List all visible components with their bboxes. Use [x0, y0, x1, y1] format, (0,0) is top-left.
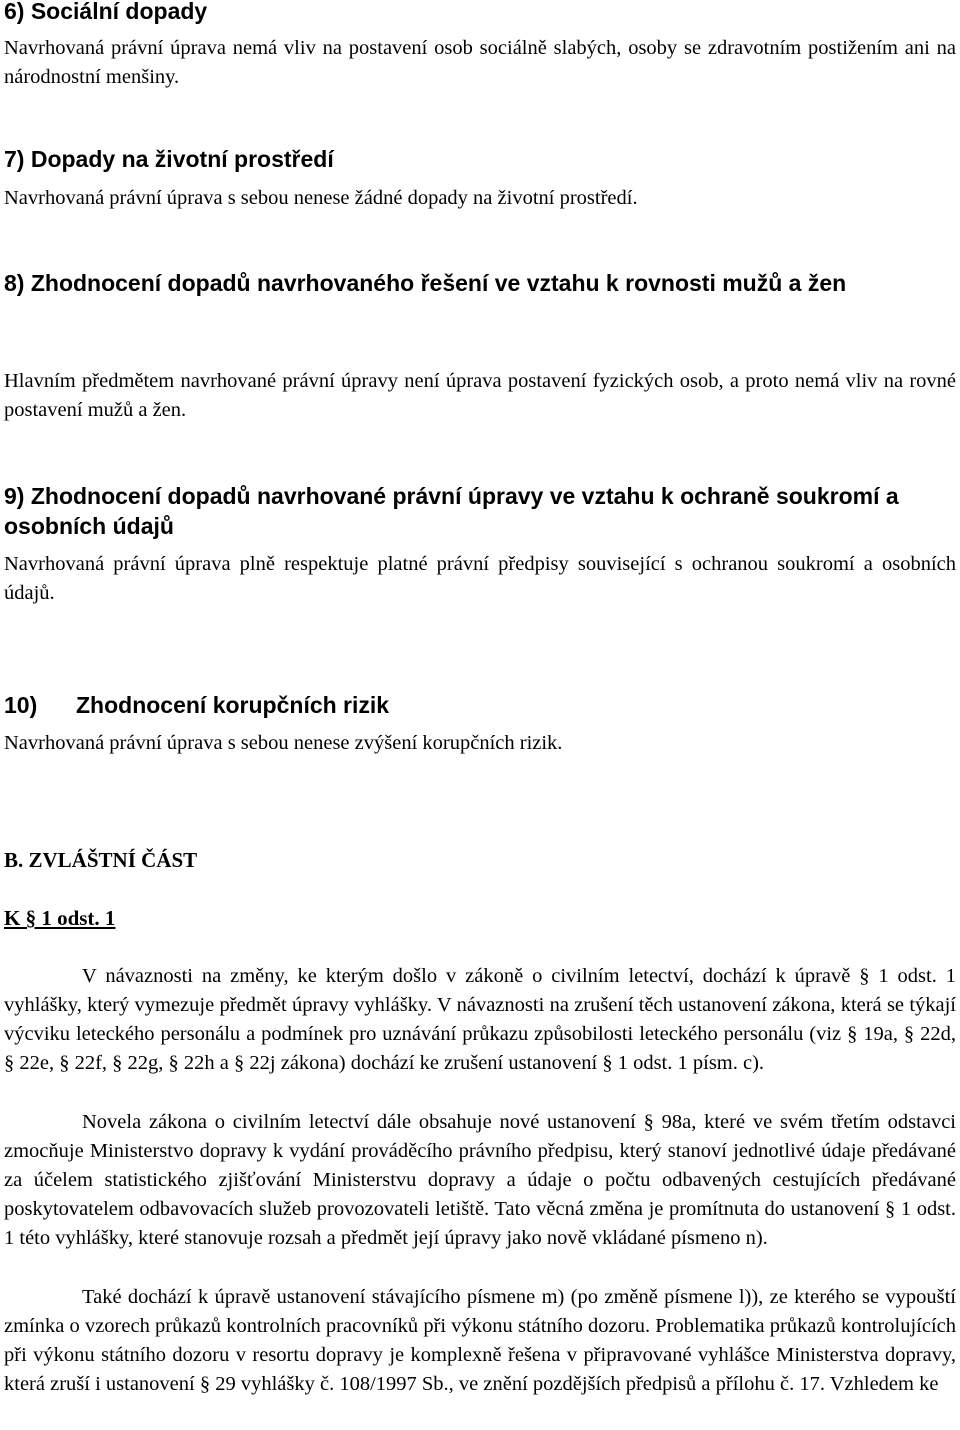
- part-b-paragraph-2: Novela zákona o civilním letectví dále obsahuje nové ustanovení § 98a, které ve svém třetím odstavci zmocňuje Ministerstvo dopravy k vydání prováděcího právního předpisu, který stanoví jednotlivé údaje předávané za účelem statistického zjišťování Ministerstvu dopravy a údaje o počtu odbavených cestujících předávané poskytovatelem odbavovacích služeb provozovateli letiště. Tato věcná změna je promítnuta do ustanovení § 1 odst. 1 této vyhlášky, které stanovuje rozsah a předmět její úpravy jako nově vkládané písmeno n).: [4, 1111, 956, 1249]
- section-9-number: 9): [4, 483, 25, 509]
- section-9-title: Zhodnocení dopadů navrhované právní úpravy ve vztahu k ochraně soukromí a osobních údajů: [4, 483, 899, 539]
- section-7-paragraph: Navrhovaná právní úprava s sebou nenese žádné dopady na životní prostředí.: [4, 187, 638, 209]
- part-b-title: B. ZVLÁŠTNÍ ČÁST: [4, 848, 198, 872]
- part-b-paragraph-3: Také dochází k úpravě ustanovení stávajícího písmene m) (po změně písmene l)), ze kterého se vypouští zmínka o vzorech průkazů kontrolních pracovníků při výkonu státního dozoru. Problematika průkazů kontrolujících při výkonu státního dozoru v resortu dopravy je komplexně řešena v připravované vyhlášce Ministerstva dopravy, která zruší i ustanovení § 29 vyhlášky č. 108/1997 Sb., ve znění pozdějších předpisů a přílohu č. 17. Vzhledem ke: [4, 1286, 956, 1395]
- section-6-heading: 6) Sociální dopady: [4, 0, 208, 24]
- section-8-paragraph: Hlavním předmětem navrhované právní úpravy není úprava postavení fyzických osob, a proto nemá vliv na rovné postavení mužů a žen.: [4, 370, 956, 421]
- section-6-paragraph: Navrhovaná právní úprava nemá vliv na postavení osob sociálně slabých, osoby se zdravotním postižením ani na národnostní menšiny.: [4, 37, 956, 88]
- part-b-paragraph-1: V návaznosti na změny, ke kterým došlo v zákoně o civilním letectví, dochází k úpravě § 1 odst. 1 vyhlášky, který vymezuje předmět úpravy vyhlášky. V návaznosti na zrušení těch ustanovení zákona, která se týkají výcviku leteckého personálu a podmínek pro uznávání průkazu způsobilosti leteckého personálu (viz § 19a, § 22d, § 22e, § 22f, § 22g, § 22h a § 22j zákona) dochází ke zrušení ustanovení § 1 odst. 1 písm. c).: [4, 965, 956, 1074]
- section-10-number: 10): [4, 692, 38, 718]
- section-10-paragraph: Navrhovaná právní úprava s sebou nenese zvýšení korupčních rizik.: [4, 732, 563, 754]
- section-10-heading: [4, 690, 389, 720]
- section-7-heading: 7) Dopady na životní prostředí: [4, 146, 334, 172]
- section-9-paragraph: Navrhovaná právní úprava plně respektuje platné právní předpisy související s ochranou soukromí a osobních údajů.: [4, 553, 956, 604]
- part-b-subtitle: K § 1 odst. 1: [4, 906, 116, 930]
- section-9-heading: [4, 481, 956, 541]
- section-10-title: Zhodnocení korupčních rizik: [76, 692, 390, 718]
- section-8-heading: 8) Zhodnocení dopadů navrhovaného řešení ve vztahu k rovnosti mužů a žen: [4, 270, 847, 296]
